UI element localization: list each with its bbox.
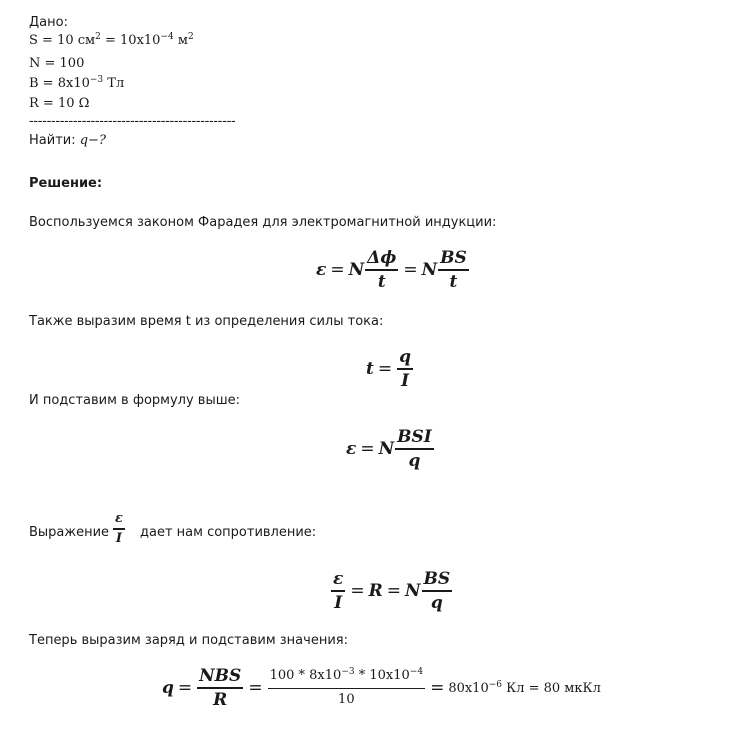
given-area-lhs: S = 10 см bbox=[29, 33, 96, 48]
find-value: q−? bbox=[79, 133, 106, 148]
given-area-unit: м bbox=[173, 33, 188, 48]
given-area bbox=[29, 32, 194, 51]
numerator-exp-a: −3 bbox=[341, 667, 355, 677]
given-field-lhs: B = 8х10 bbox=[29, 76, 90, 91]
inline-emf-current-fraction bbox=[113, 511, 125, 547]
turns-symbol: N bbox=[348, 259, 365, 280]
paragraph-expression-after: дает нам сопротивление: bbox=[140, 525, 317, 540]
result-exp: −6 bbox=[488, 679, 503, 690]
charge-current-fraction bbox=[397, 347, 413, 391]
fraction-numerator: q bbox=[399, 347, 411, 367]
turns-symbol: N bbox=[421, 259, 438, 280]
given-area-exp2: −4 bbox=[160, 32, 174, 42]
numerator-part-b: * 10х10 bbox=[354, 668, 410, 683]
paragraph-faraday: Воспользуемся законом Фарадея для электромагнитной индукции: bbox=[29, 215, 497, 230]
equals-sign: = bbox=[386, 580, 401, 601]
numerator-part-a: 100 * 8х10 bbox=[269, 668, 342, 683]
charge-symbol: q bbox=[162, 678, 174, 698]
paragraph-expression-before: Выражение bbox=[29, 525, 110, 540]
fraction-denominator: I bbox=[115, 530, 122, 546]
result-part-a: 80х10 bbox=[448, 680, 489, 696]
given-field-exp: −3 bbox=[89, 75, 104, 85]
bs-fraction bbox=[422, 569, 453, 613]
given-area-mid: = 10х10 bbox=[100, 33, 161, 48]
formula-time bbox=[366, 347, 414, 391]
fraction-numerator: BSI bbox=[397, 427, 432, 447]
fraction-denominator: I bbox=[401, 370, 410, 391]
fraction-denominator: 10 bbox=[338, 692, 355, 707]
fraction-denominator: q bbox=[430, 592, 443, 613]
fraction-numerator: BS bbox=[423, 569, 451, 589]
formula-emf-substituted bbox=[346, 427, 435, 471]
nbs-fraction bbox=[197, 666, 243, 710]
find-label: Найти: bbox=[29, 133, 80, 148]
paragraph-time: Также выразим время t из определения силы тока: bbox=[29, 314, 384, 329]
time-symbol: t bbox=[366, 358, 374, 379]
given-field-unit: Тл bbox=[103, 76, 125, 91]
turns-symbol: N bbox=[378, 438, 395, 459]
given-field bbox=[29, 75, 124, 94]
formula-faraday bbox=[316, 248, 470, 292]
emf-symbol: ε bbox=[346, 438, 357, 459]
numeric-fraction bbox=[268, 666, 425, 710]
numerator-exp-b: −4 bbox=[409, 667, 424, 677]
formula-resistance bbox=[330, 569, 453, 613]
equals-sign: = bbox=[360, 438, 375, 459]
turns-symbol: N bbox=[404, 580, 421, 601]
given-area-exp3: 2 bbox=[187, 32, 194, 42]
fraction-denominator: I bbox=[334, 592, 343, 613]
result-value bbox=[448, 681, 601, 696]
result-part-b: Кл = 80 мкКл bbox=[502, 680, 601, 696]
fraction-numerator: Δϕ bbox=[367, 248, 397, 268]
emf-current-fraction bbox=[331, 569, 345, 613]
given-turns: N = 100 bbox=[29, 56, 85, 71]
fraction-numerator: BS bbox=[440, 248, 467, 268]
paragraph-substitute: И подставим в формулу выше: bbox=[29, 393, 240, 408]
equals-sign: = bbox=[177, 678, 193, 698]
paragraph-charge: Теперь выразим заряд и подставим значения: bbox=[29, 633, 348, 648]
separator-line: ----------------------------------------------- bbox=[29, 114, 236, 129]
equals-sign: = bbox=[403, 259, 418, 280]
fraction-numerator: ε bbox=[333, 569, 344, 589]
emf-symbol: ε bbox=[316, 259, 327, 280]
equals-sign: = bbox=[350, 580, 365, 601]
fraction-denominator: q bbox=[408, 450, 421, 471]
given-area-exp1: 2 bbox=[95, 32, 101, 42]
find-line bbox=[29, 133, 106, 149]
given-resistance: R = 10 Ω bbox=[29, 96, 90, 111]
fraction-denominator: t bbox=[449, 271, 458, 292]
solution-heading: Решение: bbox=[29, 176, 103, 191]
fraction-denominator: R bbox=[213, 689, 228, 710]
formula-charge-result bbox=[162, 666, 601, 710]
equals-sign: = bbox=[377, 358, 393, 379]
flux-fraction bbox=[365, 248, 398, 292]
resistance-symbol: R bbox=[368, 580, 383, 601]
fraction-denominator: t bbox=[377, 271, 386, 292]
fraction-numerator: NBS bbox=[199, 666, 242, 687]
equals-sign: = bbox=[248, 678, 263, 698]
given-header: Дано: bbox=[29, 15, 68, 30]
equals-sign: = bbox=[430, 678, 445, 698]
bsi-fraction bbox=[395, 427, 434, 471]
fraction-numerator: ε bbox=[115, 511, 123, 526]
equals-sign: = bbox=[330, 259, 345, 280]
fraction-numerator bbox=[268, 666, 425, 688]
bs-fraction bbox=[438, 248, 469, 292]
